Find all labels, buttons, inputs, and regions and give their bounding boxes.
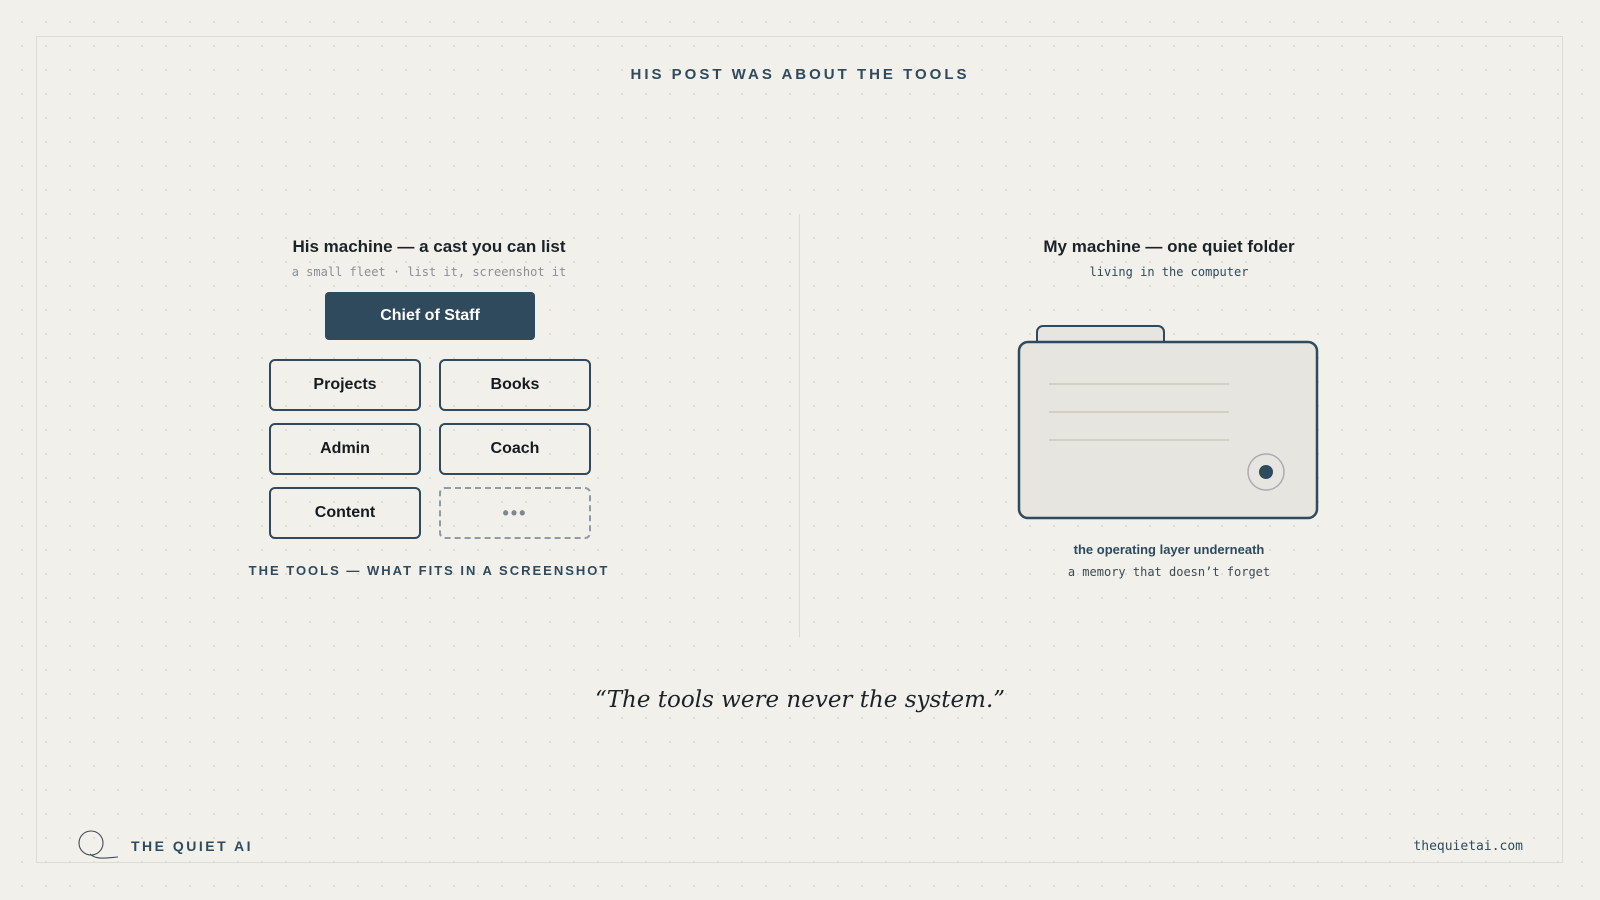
brand-name: THE QUIET AI: [131, 838, 254, 854]
more-tools-box: •••: [439, 487, 591, 539]
tool-box-content: Content: [269, 487, 421, 539]
folder-body: [1019, 342, 1317, 518]
q-logo-icon: [76, 830, 120, 860]
memory-label: a memory that doesn’t forget: [1067, 565, 1271, 579]
operating-layer-label: the operating layer underneath: [1073, 542, 1265, 557]
folder-icon: [1015, 322, 1321, 522]
tool-box-admin: Admin: [269, 423, 421, 475]
chief-of-staff-box: Chief of Staff: [325, 292, 535, 340]
tools-caption: THE TOOLS — WHAT FITS IN A SCREENSHOT: [248, 563, 610, 578]
site-url[interactable]: thequietai.com: [1413, 839, 1523, 854]
tool-box-coach: Coach: [439, 423, 591, 475]
right-panel-subtitle: living in the computer: [1089, 265, 1249, 279]
tool-box-projects: Projects: [269, 359, 421, 411]
left-panel-subtitle: a small fleet · list it, screenshot it: [291, 265, 567, 279]
pull-quote: “The tools were never the system.”: [594, 687, 1006, 713]
left-panel-title: His machine — a cast you can list: [292, 237, 566, 256]
right-panel-title: My machine — one quiet folder: [1043, 237, 1295, 256]
folder-dot: [1259, 465, 1273, 479]
tool-box-books: Books: [439, 359, 591, 411]
panel-divider: [799, 214, 800, 637]
header-title: HIS POST WAS ABOUT THE TOOLS: [630, 66, 970, 83]
